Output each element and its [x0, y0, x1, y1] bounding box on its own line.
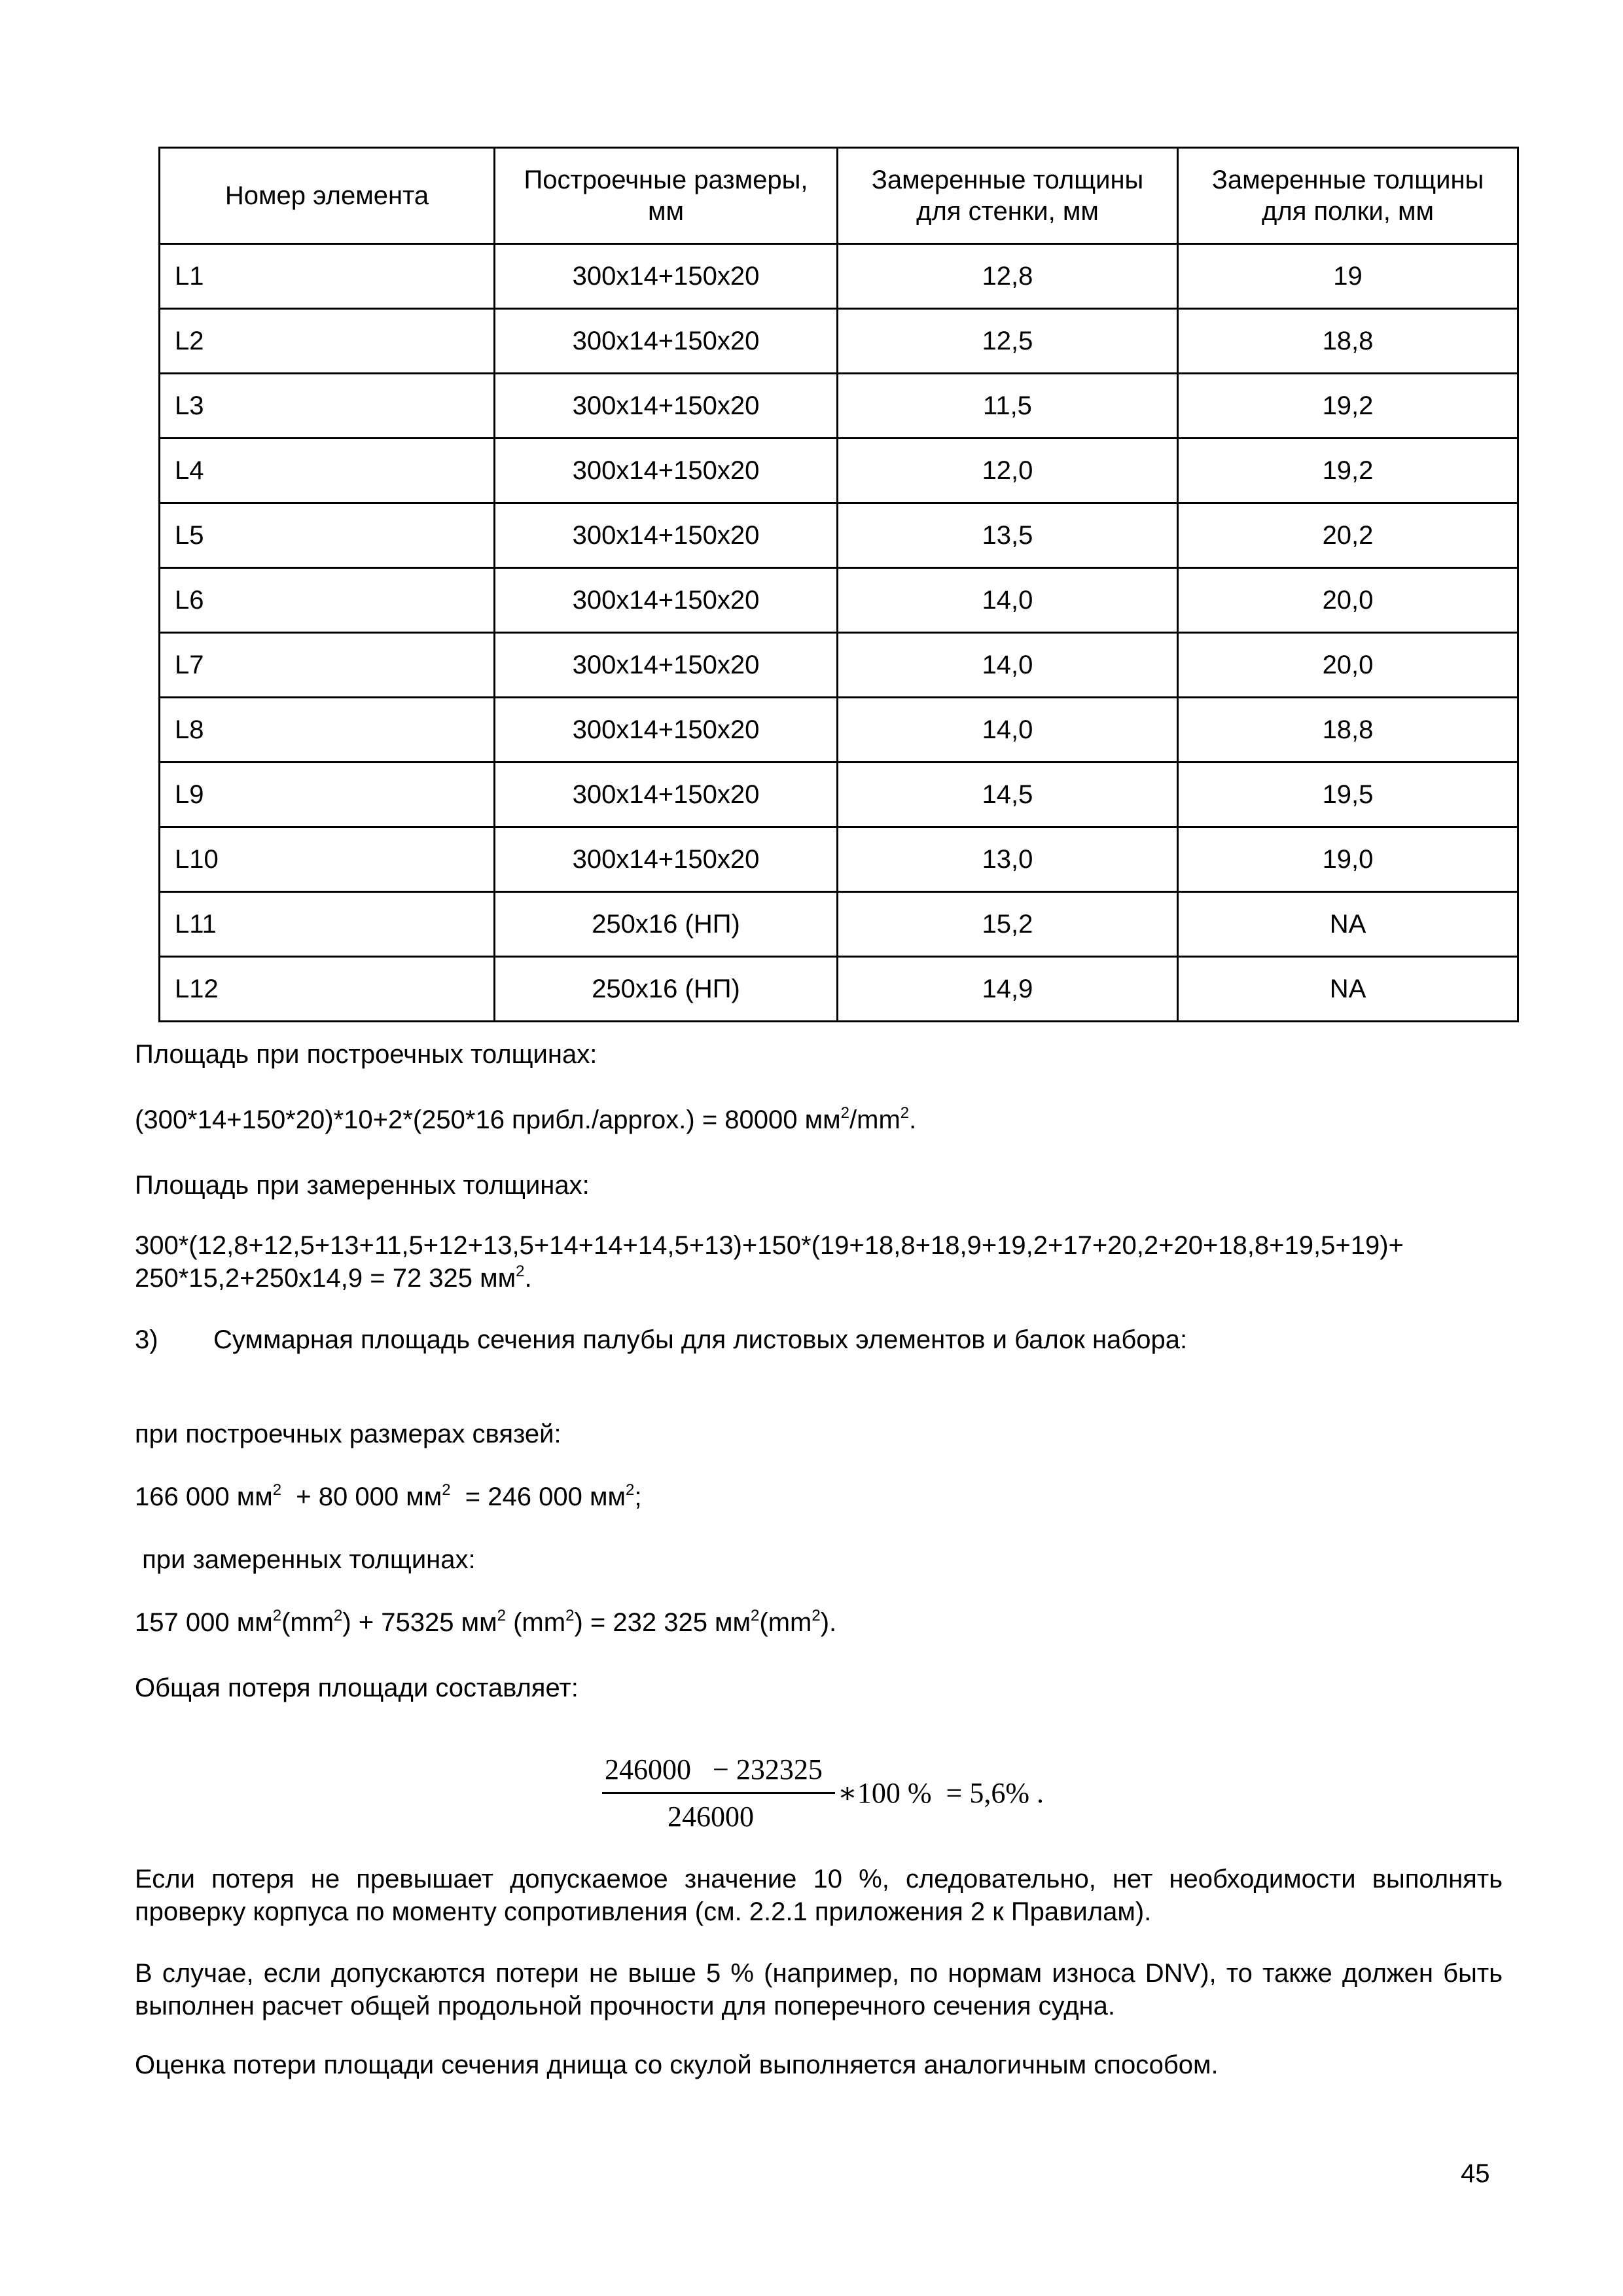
cell-element: L3	[160, 374, 495, 439]
table-row	[160, 374, 1518, 439]
cell-flange: 20,2	[1178, 503, 1518, 568]
cell-flange: 19,2	[1178, 439, 1518, 503]
cell-web: 13,0	[838, 827, 1178, 892]
formula-text: /mm	[849, 1105, 901, 1134]
formula-text: ) = 232 325 мм	[574, 1608, 751, 1637]
formula-numerator: 246000 − 232325	[605, 1753, 823, 1785]
cell-flange: 19	[1178, 244, 1518, 309]
formula-text: = 246 000 мм	[450, 1482, 626, 1511]
cell-dimensions: 300x14+150x20	[495, 244, 838, 309]
measured-thickness-heading: при замеренных толщинах:	[135, 1545, 476, 1574]
formula-text: (mm	[506, 1608, 566, 1637]
cell-element: L7	[160, 633, 495, 698]
superscript: 2	[625, 1481, 635, 1499]
formula-text: ).	[820, 1608, 837, 1637]
formula-result: ∗100 % = 5,6% .	[838, 1777, 1044, 1809]
formula-text: .	[524, 1264, 532, 1293]
design-area-heading: Площадь при построечных толщинах:	[135, 1040, 597, 1069]
header-element-number: Номер элемента	[160, 148, 495, 244]
superscript: 2	[840, 1104, 850, 1122]
formula-text: (mm	[759, 1608, 812, 1637]
cell-dimensions: 300x14+150x20	[495, 827, 838, 892]
cell-dimensions: 250x16 (НП)	[495, 892, 838, 957]
superscript: 2	[442, 1481, 451, 1499]
cell-dimensions: 300x14+150x20	[495, 439, 838, 503]
measured-area-formula-line2	[135, 1262, 532, 1295]
cell-web: 14,9	[838, 957, 1178, 1022]
table-row	[160, 244, 1518, 309]
table-row	[160, 698, 1518, 762]
header-design-dimensions: Построечные размеры, мм	[495, 148, 838, 244]
cell-dimensions: 300x14+150x20	[495, 309, 838, 374]
cell-web: 15,2	[838, 892, 1178, 957]
list-item-number: 3)	[135, 1325, 158, 1354]
formula-denominator: 246000	[668, 1801, 754, 1833]
header-web-thickness: Замеренные толщины для стенки, мм	[838, 148, 1178, 244]
cell-dimensions: 250x16 (НП)	[495, 957, 838, 1022]
cell-element: L10	[160, 827, 495, 892]
cell-web: 12,8	[838, 244, 1178, 309]
design-area-formula	[135, 1103, 916, 1136]
cell-dimensions: 300x14+150x20	[495, 503, 838, 568]
cell-element: L2	[160, 309, 495, 374]
superscript: 2	[565, 1607, 575, 1624]
list-item-text: Суммарная площадь сечения палубы для листовых элементов и балок набора:	[213, 1325, 1188, 1354]
table-row	[160, 892, 1518, 957]
cell-element: L1	[160, 244, 495, 309]
cell-element: L8	[160, 698, 495, 762]
cell-web: 14,0	[838, 633, 1178, 698]
formula-text: 166 000 мм	[135, 1482, 273, 1511]
cell-flange: 18,8	[1178, 309, 1518, 374]
cell-flange: 19,2	[1178, 374, 1518, 439]
page-number: 45	[1461, 2159, 1490, 2188]
formula-text: ) + 75325 мм	[342, 1608, 497, 1637]
cell-flange: 19,0	[1178, 827, 1518, 892]
measured-sum-formula	[135, 1606, 836, 1639]
total-loss-heading: Общая потеря площади составляет:	[135, 1674, 579, 1702]
superscript: 2	[516, 1263, 525, 1280]
formula-text: 250*15,2+250x14,9 = 72 325 мм	[135, 1264, 516, 1293]
cell-web: 13,5	[838, 503, 1178, 568]
cell-flange: NA	[1178, 957, 1518, 1022]
measured-area-formula-line1: 300*(12,8+12,5+13+11,5+12+13,5+14+14+14,5+13)+150*(19+18,8+18,9+19,2+17+20,2+20+18,8+19,5+19)+	[135, 1231, 1404, 1260]
cell-dimensions: 300x14+150x20	[495, 568, 838, 633]
cell-element: L5	[160, 503, 495, 568]
formula-text: .	[909, 1105, 917, 1134]
cell-web: 14,5	[838, 762, 1178, 827]
cell-element: L9	[160, 762, 495, 827]
table-row	[160, 503, 1518, 568]
table-row	[160, 762, 1518, 827]
cell-web: 11,5	[838, 374, 1178, 439]
table-row	[160, 309, 1518, 374]
cell-web: 14,0	[838, 698, 1178, 762]
measured-area-heading: Площадь при замеренных толщинах:	[135, 1171, 590, 1200]
superscript: 2	[900, 1104, 910, 1122]
superscript: 2	[334, 1607, 343, 1624]
paragraph-loss-5-percent: В случае, если допускаются потери не выше 5 % (например, по нормам износа DNV), то также должен быть выполнен расчет общей продольной прочности для поперечного сечения судна.	[135, 1959, 1503, 2020]
table-row	[160, 827, 1518, 892]
cell-flange: NA	[1178, 892, 1518, 957]
cell-element: L4	[160, 439, 495, 503]
table-row	[160, 568, 1518, 633]
superscript: 2	[812, 1607, 821, 1624]
cell-element: L11	[160, 892, 495, 957]
loss-formula	[602, 1748, 1126, 1839]
formula-text: (mm	[281, 1608, 334, 1637]
cell-flange: 19,5	[1178, 762, 1518, 827]
table-row	[160, 439, 1518, 503]
cell-dimensions: 300x14+150x20	[495, 698, 838, 762]
table-row	[160, 957, 1518, 1022]
superscript: 2	[272, 1481, 282, 1499]
cell-element: L6	[160, 568, 495, 633]
cell-dimensions: 300x14+150x20	[495, 374, 838, 439]
cell-dimensions: 300x14+150x20	[495, 633, 838, 698]
thickness-table	[158, 147, 1519, 1022]
design-dimensions-heading: при построечных размерах связей:	[135, 1420, 562, 1448]
table-row	[160, 633, 1518, 698]
cell-flange: 20,0	[1178, 568, 1518, 633]
cell-element: L12	[160, 957, 495, 1022]
cell-flange: 18,8	[1178, 698, 1518, 762]
paragraph-bottom-assessment: Оценка потери площади сечения днища со скулой выполняется аналогичным способом.	[135, 2051, 1219, 2079]
cell-web: 12,5	[838, 309, 1178, 374]
cell-dimensions: 300x14+150x20	[495, 762, 838, 827]
formula-text: (300*14+150*20)*10+2*(250*16 прибл./approx.) = 80000 мм	[135, 1105, 841, 1134]
formula-text: ;	[634, 1482, 642, 1511]
header-flange-thickness: Замеренные толщины для полки, мм	[1178, 148, 1518, 244]
table-header-row	[160, 148, 1518, 244]
design-sum-formula	[135, 1480, 641, 1513]
cell-web: 12,0	[838, 439, 1178, 503]
paragraph-loss-10-percent: Если потеря не превышает допускаемое значение 10 %, следовательно, нет необходимости выполнять проверку корпуса по моменту сопротивления (см. 2.2.1 приложения 2 к Правилам).	[135, 1865, 1503, 1926]
cell-web: 14,0	[838, 568, 1178, 633]
cell-flange: 20,0	[1178, 633, 1518, 698]
fraction-bar	[602, 1792, 835, 1794]
formula-text: 157 000 мм	[135, 1608, 273, 1637]
superscript: 2	[497, 1607, 506, 1624]
superscript: 2	[272, 1607, 282, 1624]
formula-text: + 80 000 мм	[281, 1482, 442, 1511]
superscript: 2	[751, 1607, 760, 1624]
